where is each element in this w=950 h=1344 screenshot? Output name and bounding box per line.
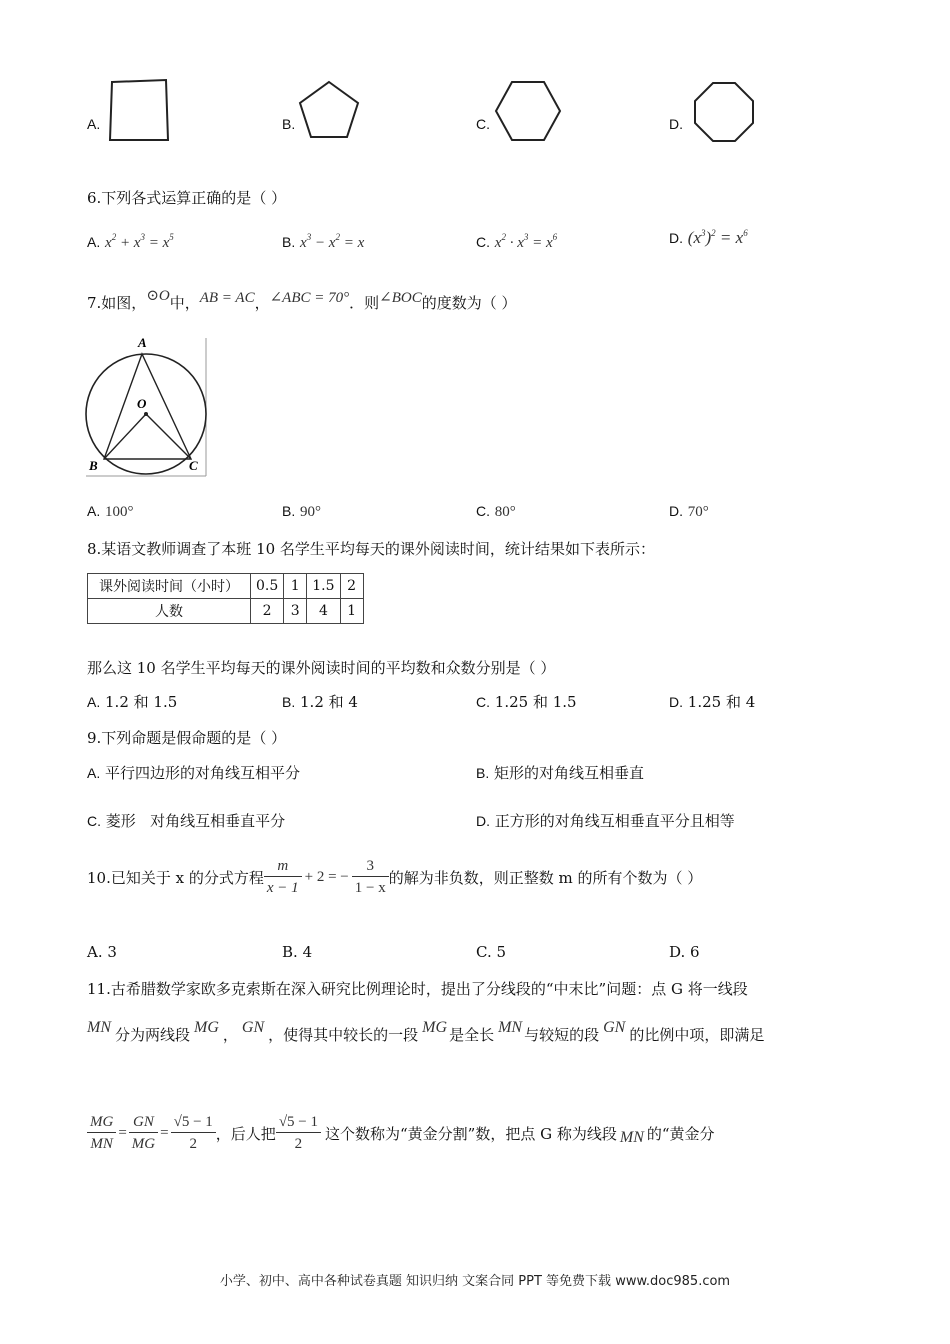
pentagon-figure [296,78,362,142]
option-letter: C. [476,234,490,250]
hexagon-figure [492,78,564,144]
option-letter: A. [87,234,101,250]
q6-option-c: C. $x^2 \cdot x^3 = x^6$ [476,232,558,251]
q10-option-d: D. 6 [669,943,700,961]
q5-option-b-letter: B. [282,116,296,132]
label-c: C [189,458,198,473]
label-b: B [89,458,98,473]
q7-option-b: B. 90° [282,503,322,520]
q8-option-c: C. 1.25 和 1.5 [476,693,577,711]
octagon-figure [692,80,756,144]
fraction-gn-over-mg: $\frac{GN}{MG}$ [129,1112,158,1155]
q10-stem: 10.已知关于 x 的分式方程 $\frac{m}{x - 1}$ + 2 = − $\frac{3}{1 - x}$ 的解为非负数，则正整数 m 的所有个数为（ ） [87,856,702,899]
fraction-m-over-x-1: $\frac{m}{x - 1}$ [264,856,302,899]
q11-line-1: 11.古希腊数学家欧多克索斯在深入研究比例理论时，提出了分线段的“中末比”问题：点 G 将一线段 [87,980,748,998]
q7-option-a: A. 100° [87,503,134,520]
q9-option-d: D. 正方形的对角线互相垂直平分且相等 [476,812,735,830]
angle-boc: ∠BOC [379,290,422,306]
arc-equality: AB = AC [199,290,255,306]
q10-option-a: A. 3 [87,943,117,961]
q7-stem: 7.如图，⊙O中，AB = AC，∠ABC = 70°．则∠BOC的度数为（ ） [87,288,517,312]
q8-option-a: A. 1.2 和 1.5 [87,693,178,711]
square-figure [106,78,170,144]
q7-option-d: D. 70° [669,503,709,520]
q6-option-d: D. $(x^3)^2 = x^6$ [669,228,748,247]
option-letter: D. [669,230,683,246]
q6-stem: 6.下列各式运算正确的是（ ） [87,189,287,207]
fraction-mg-over-mn: $\frac{MG}{MN}$ [87,1112,116,1155]
q7-option-c: C. 80° [476,503,516,520]
label-a: A [138,335,147,350]
angle-abc: ∠ABC = 70° [269,290,350,306]
q11-line-2: MN 分为两线段 MG ， GN ，使得其中较长的一段 MG 是全长 MN 与较短的段 GN 的比例中项，即满足 [87,1019,765,1044]
q8-stem: 8.某语文教师调查了本班 10 名学生平均每天的课外阅读时间，统计结果如下表所示： [87,540,655,558]
q8-question: 那么这 10 名学生平均每天的课外阅读时间的平均数和众数分别是（ ） [87,659,556,677]
fraction-golden-ratio-2: $\frac{√5 - 1}{2}$ [276,1112,321,1155]
reading-time-table [87,573,364,624]
label-o: O [137,396,147,411]
q7-circle-figure [82,334,210,478]
table-row: 课外阅读时间（小时） 0.5 1 1.5 2 [88,574,364,599]
table-row: 人数 2 3 4 1 [88,599,364,624]
q10-option-c: C. 5 [476,943,507,961]
option-letter: B. [282,234,296,250]
q8-option-d: D. 1.25 和 4 [669,693,756,711]
q9-option-b: B. 矩形的对角线互相垂直 [476,764,645,782]
q9-option-c: C. 菱形 对角线互相垂直平分 [87,812,286,830]
q8-option-b: B. 1.2 和 4 [282,693,358,711]
q6-option-a: A. $x^2 + x^3 = x^5$ [87,232,174,251]
fraction-3-over-1-x: $\frac{3}{1 - x}$ [352,856,389,899]
q5-option-c-letter: C. [476,116,490,132]
fraction-golden-ratio: $\frac{√5 - 1}{2}$ [171,1112,216,1155]
page-footer: 小学、初中、高中各种试卷真题 知识归纳 文案合同 PPT 等免费下载 www.doc985.com [219,1274,731,1289]
q10-option-b: B. 4 [282,943,313,961]
q9-option-a: A. 平行四边形的对角线互相平分 [87,764,301,782]
q5-option-a-letter: A. [87,116,101,132]
q6-option-b: B. $x^3 - x^2 = x$ [282,232,365,251]
circle-symbol: ⊙O [146,288,170,304]
q5-option-d-letter: D. [669,116,683,132]
q11-line-3: $\frac{MG}{MN}$ = $\frac{GN}{MG}$ = $\frac{√5 - 1}{2}$ ，后人把 $\frac{√5 - 1}{2}$ 这个数称为“黄金分割”数，把点 G 称为线段 MN 的“黄金分 [87,1112,715,1155]
q9-stem: 9.下列命题是假命题的是（ ） [87,729,287,747]
